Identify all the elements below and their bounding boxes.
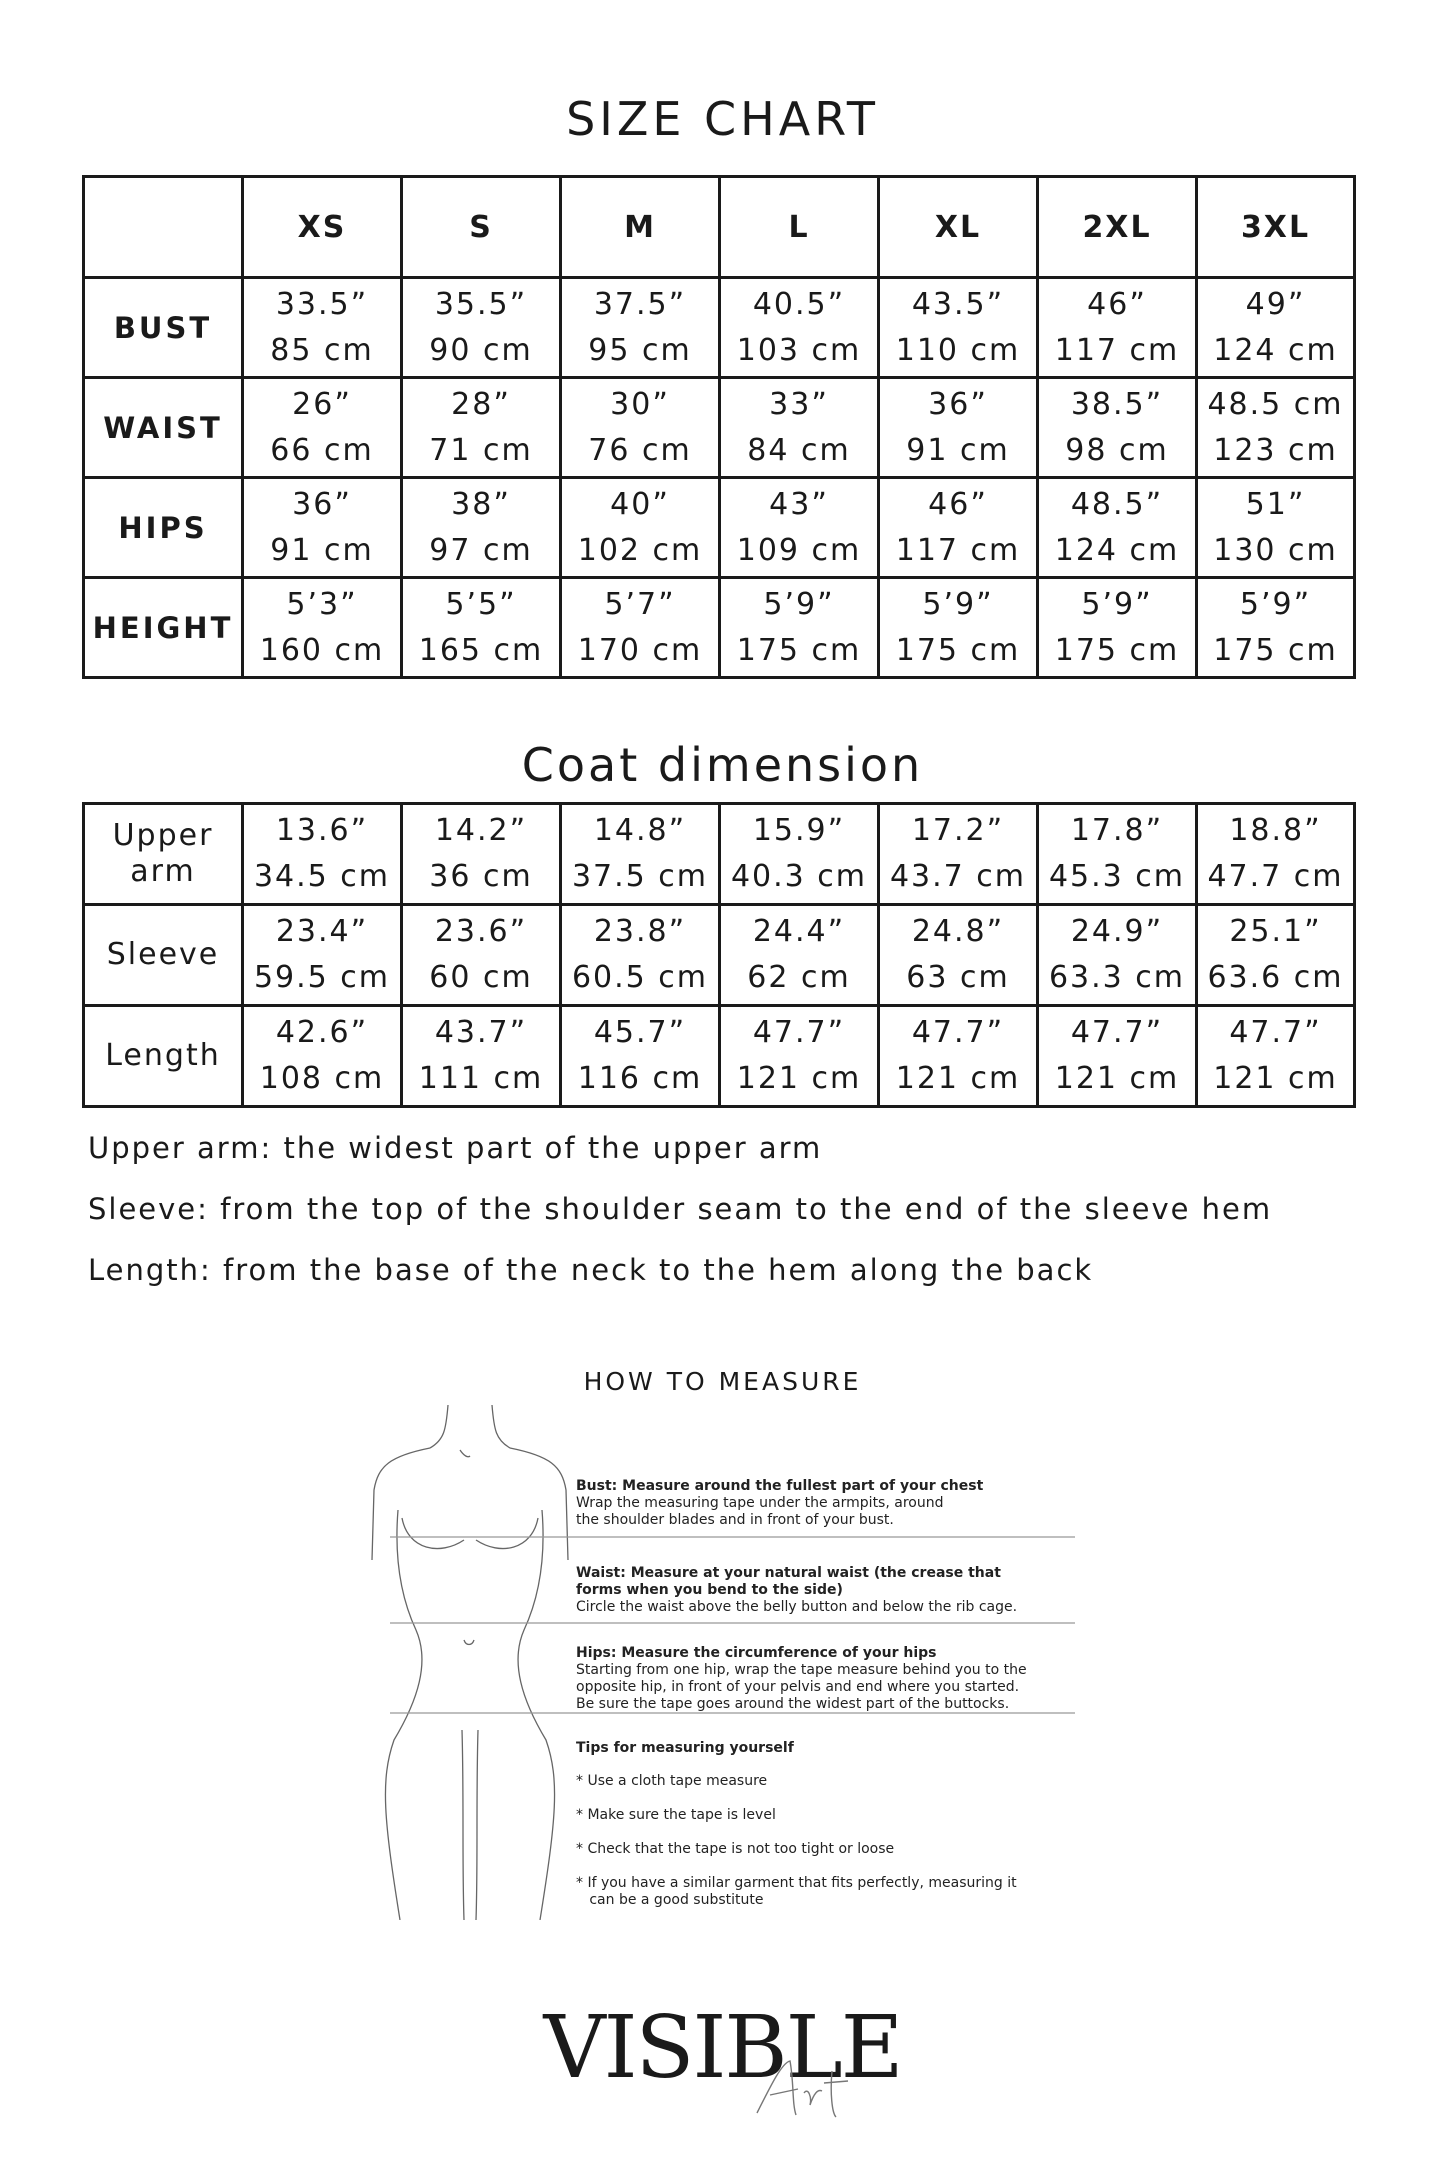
value-inches: 5’9” (1081, 586, 1153, 622)
value-inches: 40.5” (752, 286, 846, 322)
size-row (84, 278, 1355, 378)
value-inches: 23.4” (275, 914, 369, 949)
value-inches: 24.8” (911, 914, 1005, 949)
coat-value-cell (561, 905, 720, 1006)
value-inches: 5’3” (286, 586, 358, 622)
value-cm: 121 cm (895, 1061, 1021, 1096)
value-cm: 91 cm (906, 432, 1010, 468)
value-inches: 47.7” (911, 1015, 1005, 1050)
coat-value-cell (720, 1006, 879, 1107)
tip-item: * Check that the tape is not too tight or loose (576, 1841, 895, 1857)
coat-value-cell (879, 804, 1038, 905)
size-value-cell (1197, 578, 1355, 678)
coat-value-cell (1038, 905, 1197, 1006)
value-inches: 45.7” (593, 1015, 687, 1050)
value-inches: 43.7” (434, 1015, 528, 1050)
value-cm: 116 cm (577, 1061, 703, 1096)
size-value-cell (720, 578, 879, 678)
logo-script-icon (752, 2053, 852, 2128)
note-length: Length: from the base of the neck to the hem along the back (88, 1253, 1094, 1287)
size-value-cell (402, 278, 561, 378)
row-label-text: Upper (112, 818, 214, 853)
value-inches: 33.5” (275, 286, 369, 322)
coat-value-cell (402, 905, 561, 1006)
size-value-cell (561, 278, 720, 378)
size-chart-table (82, 175, 1356, 679)
value-inches: 47.7” (1229, 1015, 1322, 1050)
measuring-tips (576, 1740, 1076, 1909)
size-value-cell (561, 578, 720, 678)
value-cm: 124 cm (1213, 332, 1338, 368)
coat-value-cell (1038, 1006, 1197, 1107)
size-header: 2XL (1038, 177, 1197, 278)
value-inches: 43.5” (911, 286, 1005, 322)
hips-line: Be sure the tape goes around the widest part of the buttocks. (576, 1696, 1010, 1712)
value-cm: 175 cm (1213, 632, 1338, 668)
value-cm: 117 cm (1054, 332, 1180, 368)
hips-line: Starting from one hip, wrap the tape measure behind you to the (576, 1662, 1027, 1678)
value-cm: 60.5 cm (571, 960, 709, 995)
coat-value-cell (561, 1006, 720, 1107)
size-value-cell (1038, 478, 1197, 578)
size-value-cell (720, 478, 879, 578)
value-inches: 46” (1087, 286, 1147, 322)
size-value-cell (243, 578, 402, 678)
value-cm: 43.7 cm (889, 859, 1027, 894)
note-upper-arm: Upper arm: the widest part of the upper arm (88, 1131, 823, 1165)
row-label-text: BUST (113, 310, 213, 345)
size-header: S (402, 177, 561, 278)
coat-value-cell (1197, 804, 1355, 905)
value-inches: 36” (292, 486, 352, 522)
bust-guide (576, 1478, 1076, 1529)
value-cm: 175 cm (1054, 632, 1180, 668)
value-inches: 35.5” (434, 286, 528, 322)
value-cm: 170 cm (577, 632, 703, 668)
tip-item: * Use a cloth tape measure (576, 1773, 768, 1789)
size-value-cell (1197, 478, 1355, 578)
value-cm: 76 cm (588, 432, 692, 468)
value-cm: 103 cm (736, 332, 862, 368)
value-cm: 63.3 cm (1048, 960, 1186, 995)
value-inches: 17.2” (911, 813, 1005, 848)
size-value-cell (402, 578, 561, 678)
value-cm: 47.7 cm (1207, 859, 1344, 894)
value-cm: 34.5 cm (253, 859, 391, 894)
value-cm: 117 cm (895, 532, 1021, 568)
coat-row-label (84, 1006, 243, 1107)
value-inches: 5’7” (604, 586, 676, 622)
hips-line: opposite hip, in front of your pelvis and end where you started. (576, 1679, 1020, 1695)
tip-item: * If you have a similar garment that fits perfectly, measuring it (576, 1875, 1017, 1891)
size-value-cell (402, 378, 561, 478)
row-label-text: Sleeve (106, 937, 220, 972)
size-value-cell (1038, 578, 1197, 678)
value-inches: 14.2” (434, 813, 528, 848)
coat-row (84, 905, 1355, 1006)
size-header-row (84, 177, 1355, 278)
size-value-cell (243, 478, 402, 578)
coat-value-cell (243, 804, 402, 905)
value-inches: 24.4” (752, 914, 846, 949)
coat-row (84, 1006, 1355, 1107)
size-header: XS (243, 177, 402, 278)
value-cm: 121 cm (736, 1061, 862, 1096)
size-header: 3XL (1197, 177, 1355, 278)
value-inches: 40” (610, 486, 670, 522)
value-inches: 17.8” (1070, 813, 1164, 848)
size-value-cell (243, 278, 402, 378)
coat-value-cell (561, 804, 720, 905)
value-cm: 63.6 cm (1207, 960, 1344, 995)
size-value-cell (720, 278, 879, 378)
value-cm: 63 cm (906, 960, 1010, 995)
coat-dimension-table (82, 802, 1356, 1108)
value-inches: 51” (1245, 486, 1306, 522)
value-inches: 47.7” (752, 1015, 846, 1050)
size-value-cell (402, 478, 561, 578)
size-value-cell (243, 378, 402, 478)
size-header: XL (879, 177, 1038, 278)
size-value-cell (561, 478, 720, 578)
value-cm: 66 cm (270, 432, 374, 468)
value-cm: 98 cm (1065, 432, 1169, 468)
value-inches: 23.8” (593, 914, 687, 949)
value-inches: 5’9” (922, 586, 994, 622)
value-cm: 165 cm (418, 632, 544, 668)
value-cm: 102 cm (577, 532, 703, 568)
row-label-text: arm (130, 854, 196, 889)
value-inches: 25.1” (1229, 914, 1322, 949)
value-inches: 23.6” (434, 914, 528, 949)
corner-cell (84, 177, 243, 278)
value-cm: 160 cm (259, 632, 385, 668)
value-cm: 110 cm (895, 332, 1021, 368)
bust-line: Wrap the measuring tape under the armpits, around (576, 1495, 944, 1511)
size-header: M (561, 177, 720, 278)
value-cm: 45.3 cm (1048, 859, 1186, 894)
value-inches: 42.6” (275, 1015, 369, 1050)
value-cm: 85 cm (270, 332, 374, 368)
value-inches: 46” (928, 486, 988, 522)
size-header: L (720, 177, 879, 278)
coat-value-cell (1197, 1006, 1355, 1107)
value-inches: 30” (610, 386, 670, 422)
value-cm: 175 cm (736, 632, 862, 668)
value-cm: 123 cm (1213, 432, 1338, 468)
value-cm: 175 cm (895, 632, 1021, 668)
value-cm: 111 cm (418, 1061, 544, 1096)
coat-value-cell (402, 804, 561, 905)
row-label-text: HIPS (118, 510, 208, 545)
value-inches: 15.9” (752, 813, 846, 848)
coat-row-label (84, 804, 243, 905)
value-cm: 121 cm (1213, 1061, 1338, 1096)
value-inches: 13.6” (275, 813, 369, 848)
value-cm: 84 cm (747, 432, 851, 468)
size-row-label (84, 378, 243, 478)
value-cm: 60 cm (429, 960, 533, 995)
value-cm: 108 cm (259, 1061, 385, 1096)
value-cm: 109 cm (736, 532, 862, 568)
value-cm: 121 cm (1054, 1061, 1180, 1096)
size-row-label (84, 278, 243, 378)
value-cm: 97 cm (429, 532, 533, 568)
value-inches: 14.8” (593, 813, 687, 848)
value-inches: 43” (769, 486, 829, 522)
value-inches: 38.5” (1070, 386, 1164, 422)
coat-value-cell (720, 905, 879, 1006)
hips-heading: Hips: Measure the circumference of your hips (576, 1645, 937, 1661)
value-cm: 62 cm (747, 960, 851, 995)
value-cm: 95 cm (588, 332, 692, 368)
tip-item: can be a good substitute (576, 1892, 764, 1908)
value-inches: 48.5 cm (1207, 386, 1344, 422)
value-inches: 37.5” (593, 286, 687, 322)
value-cm: 40.3 cm (730, 859, 868, 894)
value-inches: 48.5” (1070, 486, 1164, 522)
size-value-cell (1038, 278, 1197, 378)
size-value-cell (1197, 378, 1355, 478)
value-cm: 59.5 cm (253, 960, 391, 995)
size-value-cell (879, 278, 1038, 378)
waist-heading: Waist: Measure at your natural waist (the crease that (576, 1565, 1001, 1581)
value-inches: 33” (769, 386, 829, 422)
bust-heading: Bust: Measure around the fullest part of your chest (576, 1478, 984, 1494)
value-cm: 90 cm (429, 332, 533, 368)
waist-heading: forms when you bend to the side) (576, 1582, 843, 1598)
value-cm: 71 cm (429, 432, 533, 468)
coat-value-cell (879, 1006, 1038, 1107)
value-inches: 49” (1245, 286, 1306, 322)
coat-value-cell (1197, 905, 1355, 1006)
row-label-text: Length (105, 1038, 221, 1073)
hips-guide (576, 1645, 1076, 1713)
value-cm: 124 cm (1054, 532, 1180, 568)
coat-value-cell (1038, 804, 1197, 905)
coat-value-cell (243, 1006, 402, 1107)
size-value-cell (1197, 278, 1355, 378)
value-inches: 5’9” (1239, 586, 1312, 622)
value-cm: 130 cm (1213, 532, 1338, 568)
value-inches: 47.7” (1070, 1015, 1164, 1050)
coat-row (84, 804, 1355, 905)
brand-logo (0, 1998, 1445, 2098)
size-row-label (84, 578, 243, 678)
value-cm: 36 cm (429, 859, 533, 894)
row-label-text: WAIST (103, 410, 223, 445)
bust-line: the shoulder blades and in front of your bust. (576, 1512, 894, 1528)
size-row-label (84, 478, 243, 578)
tips-heading: Tips for measuring yourself (576, 1740, 794, 1756)
coat-dimension-title: Coat dimension (521, 738, 924, 792)
coat-value-cell (720, 804, 879, 905)
waist-line: Circle the waist above the belly button and below the rib cage. (576, 1599, 1018, 1615)
value-inches: 36” (928, 386, 988, 422)
value-cm: 37.5 cm (571, 859, 709, 894)
tip-item: * Make sure the tape is level (576, 1807, 776, 1823)
value-inches: 26” (292, 386, 352, 422)
size-row (84, 378, 1355, 478)
size-value-cell (720, 378, 879, 478)
logo-wordmark: VISIBLE (543, 1998, 902, 2098)
value-inches: 5’9” (763, 586, 835, 622)
coat-value-cell (243, 905, 402, 1006)
size-row (84, 478, 1355, 578)
value-inches: 5’5” (445, 586, 517, 622)
size-value-cell (1038, 378, 1197, 478)
coat-row-label (84, 905, 243, 1006)
size-row (84, 578, 1355, 678)
note-sleeve: Sleeve: from the top of the shoulder seam to the end of the sleeve hem (88, 1192, 1273, 1226)
value-inches: 38” (451, 486, 511, 522)
size-value-cell (561, 378, 720, 478)
value-cm: 91 cm (270, 532, 374, 568)
size-value-cell (879, 478, 1038, 578)
coat-value-cell (402, 1006, 561, 1107)
size-value-cell (879, 378, 1038, 478)
row-label-text: HEIGHT (92, 610, 234, 645)
value-inches: 28” (451, 386, 511, 422)
coat-value-cell (879, 905, 1038, 1006)
value-inches: 24.9” (1070, 914, 1164, 949)
size-chart-title: SIZE CHART (566, 92, 879, 146)
how-to-measure-title: HOW TO MEASURE (583, 1367, 862, 1396)
waist-guide (576, 1565, 1076, 1616)
size-value-cell (879, 578, 1038, 678)
coat-notes (88, 1118, 1272, 1301)
value-inches: 18.8” (1229, 813, 1322, 848)
